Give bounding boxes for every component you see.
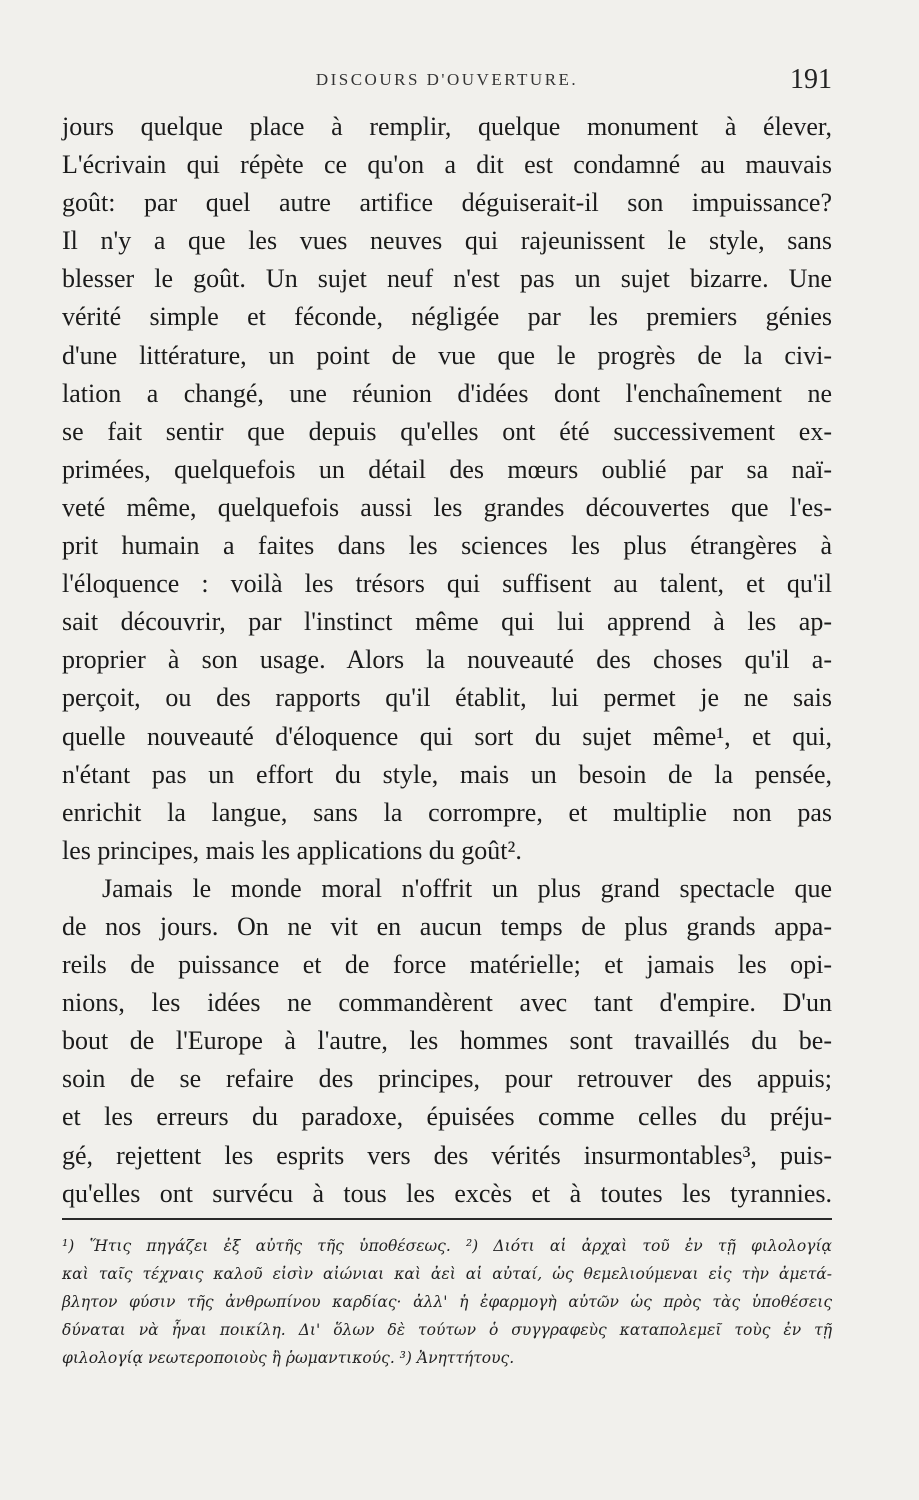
footnote-line: καὶ ταῖς τέχναις καλοῦ εἰσὶν αἰώνιαι καὶ ἀεὶ αἱ αὐταί, ὡς θεμελιούμεναι εἰς τὴν ἀμετά-: [62, 1265, 832, 1283]
text-line: qu'elles ont survécu à tous les excès et à toutes les tyrannies.: [62, 1178, 832, 1208]
page-number: 191: [790, 64, 832, 95]
text-line: proprier à son usage. Alors la nouveauté des choses qu'il a-: [62, 645, 832, 675]
footnote-separator: [62, 1218, 832, 1220]
text-line: se fait sentir que depuis qu'elles ont été successivement ex-: [62, 416, 832, 446]
text-line: bout de l'Europe à l'autre, les hommes sont travaillés du be-: [62, 1026, 832, 1056]
text-line: lation a changé, une réunion d'idées dont l'enchaînement ne: [62, 378, 832, 408]
running-title: DISCOURS D'OUVERTURE.: [315, 70, 579, 89]
text-line: primées, quelquefois un détail des mœurs oublié par sa naï-: [62, 454, 832, 484]
running-head: [62, 64, 832, 110]
text-line: quelle nouveauté d'éloquence qui sort du sujet même¹, et qui,: [62, 721, 832, 751]
footnote-line: δύναται νὰ ἦναι ποικίλη. Δι' ὅλων δὲ τούτων ὁ συγγραφεὺς καταπολεμεῖ τοὺς ἐν τῇ: [62, 1321, 832, 1339]
footnote-line: βλητον φύσιν τῆς ἀνθρωπίνου καρδίας· ἀλλ' ἡ ἐφαρμογὴ αὐτῶν ὡς πρὸς τὰς ὑποθέσεις: [62, 1293, 832, 1311]
paragraph-start-line: Jamais le monde moral n'offrit un plus grand spectacle que: [102, 873, 832, 903]
text-line: les principes, mais les applications du goût².: [62, 835, 522, 865]
text-line: d'une littérature, un point de vue que le progrès de la civi-: [62, 340, 832, 370]
text-line: et les erreurs du paradoxe, épuisées comme celles du préju-: [62, 1102, 832, 1132]
text-line: perçoit, ou des rapports qu'il établit, lui permet je ne sais: [62, 683, 832, 713]
text-line: reils de puissance et de force matérielle; et jamais les opi-: [62, 950, 832, 980]
footnote-line: ¹) Ἥτις πηγάζει ἐξ αὐτῆς τῆς ὑποθέσεως. ²) Διότι αἱ ἀρχαὶ τοῦ ἐν τῇ φιλολογίᾳ: [62, 1237, 832, 1255]
text-line: L'écrivain qui répète ce qu'on a dit est condamné au mauvais: [62, 150, 832, 180]
text-line: jours quelque place à remplir, quelque monument à élever,: [62, 112, 832, 141]
text-line: vérité simple et féconde, négligée par les premiers génies: [62, 302, 832, 332]
text-line: nions, les idées ne commandèrent avec tant d'empire. D'un: [62, 988, 832, 1018]
text-line: de nos jours. On ne vit en aucun temps de plus grands appa-: [62, 911, 832, 941]
body-text: [62, 108, 832, 1213]
text-line: sait découvrir, par l'instinct même qui lui apprend à les ap-: [62, 607, 832, 637]
text-line: veté même, quelquefois aussi les grandes découvertes que l'es-: [62, 492, 832, 522]
text-line: goût: par quel autre artifice déguiserait-il son impuissance?: [62, 188, 832, 218]
text-line: gé, rejettent les esprits vers des vérités insurmontables³, puis-: [62, 1140, 832, 1170]
text-line: enrichit la langue, sans la corrompre, et multiplie non pas: [62, 797, 832, 827]
text-line: soin de se refaire des principes, pour retrouver des appuis;: [62, 1064, 832, 1094]
text-line: n'étant pas un effort du style, mais un besoin de la pensée,: [62, 759, 832, 789]
text-line: blesser le goût. Un sujet neuf n'est pas un sujet bizarre. Une: [62, 264, 832, 294]
text-line: prit humain a faites dans les sciences les plus étrangères à: [62, 531, 832, 561]
footnote-line: φιλολογίᾳ νεωτεροποιοὺς ἢ ῥωμαντικούς. ³) Ἀνηττήτους.: [62, 1349, 515, 1367]
text-line: Il n'y a que les vues neuves qui rajeunissent le style, sans: [62, 226, 832, 256]
footnotes: [62, 1232, 832, 1372]
text-line: l'éloquence : voilà les trésors qui suffisent au talent, et qu'il: [62, 569, 832, 599]
